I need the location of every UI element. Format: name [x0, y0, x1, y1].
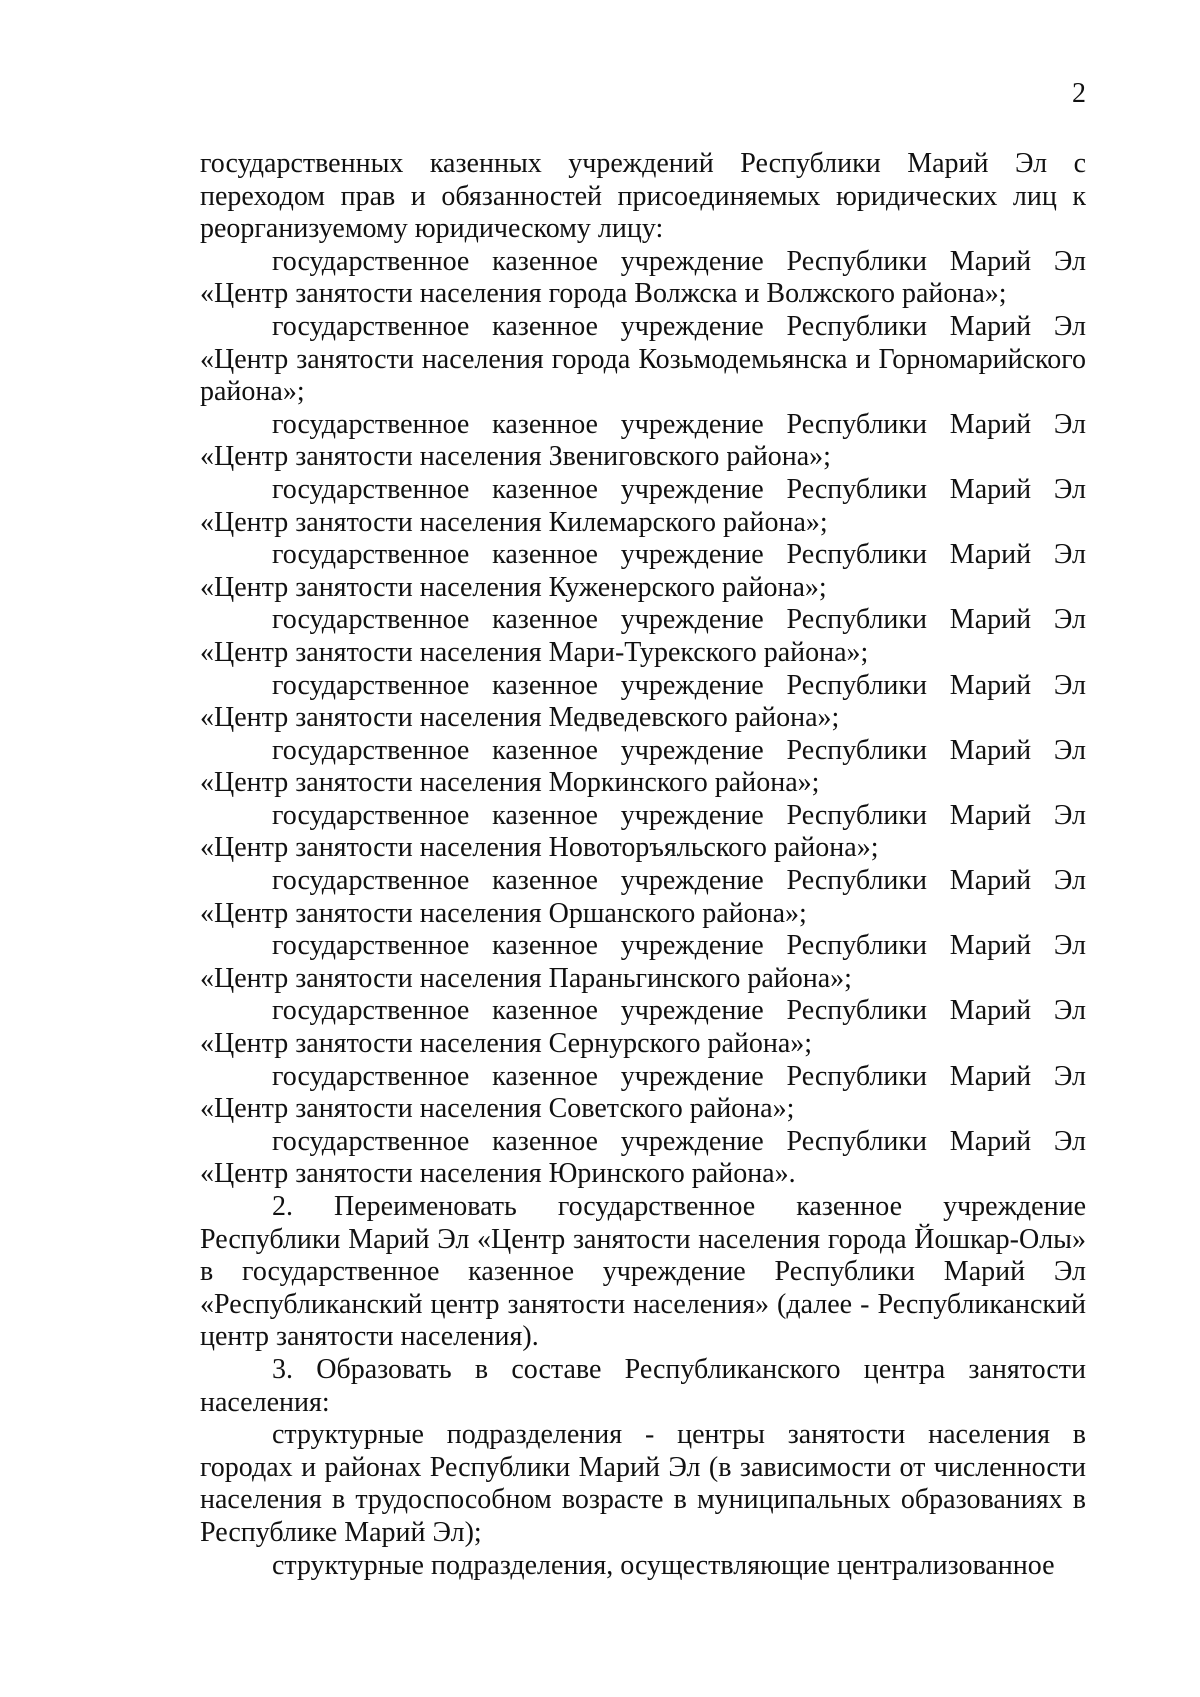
item-3-paragraph: 3. Образовать в составе Республиканского центра занятости населения: [200, 1353, 1086, 1418]
institution-item: государственное казенное учреждение Республики Марий Эл «Центр занятости населения Звениговского района»; [200, 408, 1086, 473]
item-3-subitem: структурные подразделения, осуществляющие централизованное [272, 1549, 1055, 1581]
item-2-paragraph: 2. Переименовать государственное казенное учреждение Республики Марий Эл «Центр занятости населения города Йошкар-Олы» в государственное казенное учреждение Республики Марий Эл «Республиканский центр занятости населения» (далее - Республиканский центр занятости населения). [200, 1191, 1086, 1353]
institution-item: государственное казенное учреждение Республики Марий Эл «Центр занятости населения Килемарского района»; [200, 473, 1086, 538]
institution-item: государственное казенное учреждение Республики Марий Эл «Центр занятости населения Сернурского района»; [200, 995, 1086, 1060]
institution-item: государственное казенное учреждение Республики Марий Эл «Центр занятости населения Новоторъяльского района»; [200, 799, 1086, 864]
institution-item: государственное казенное учреждение Республики Марий Эл «Центр занятости населения Куженерского района»; [200, 539, 1086, 603]
institution-item: государственное казенное учреждение Республики Марий Эл «Центр занятости населения Мари-Турекского района»; [200, 604, 1086, 668]
institution-item: государственное казенное учреждение Республики Марий Эл «Центр занятости населения Оршанского района»; [200, 865, 1086, 929]
intro-paragraph: государственных казенных учреждений Республики Марий Эл с переходом прав и обязанностей присоединяемых юридических лиц к реорганизуемому юридическому лицу: [200, 148, 1086, 245]
document-body [200, 148, 1086, 1582]
page-number: 2 [1072, 78, 1086, 109]
institution-item: государственное казенное учреждение Республики Марий Эл «Центр занятости населения Параньгинского района»; [200, 930, 1086, 994]
institution-item: государственное казенное учреждение Республики Марий Эл «Центр занятости населения города Козьмодемьянска и Горномарийского района»; [200, 310, 1086, 408]
institution-item: государственное казенное учреждение Республики Марий Эл «Центр занятости населения Юринского района». [200, 1125, 1086, 1190]
institution-item: государственное казенное учреждение Республики Марий Эл «Центр занятости населения Моркинского района»; [200, 734, 1086, 799]
institution-item: государственное казенное учреждение Республики Марий Эл «Центр занятости населения города Волжска и Волжского района»; [200, 245, 1086, 310]
item-3-subitem: структурные подразделения - центры занятости населения в городах и районах Республики Марий Эл (в зависимости от численности населения в трудоспособном возрасте в муниципальных образованиях в Республике Марий Эл); [200, 1419, 1086, 1548]
institution-item: государственное казенное учреждение Республики Марий Эл «Центр занятости населения Советского района»; [200, 1060, 1086, 1125]
institution-item: государственное казенное учреждение Республики Марий Эл «Центр занятости населения Медведевского района»; [200, 669, 1086, 734]
